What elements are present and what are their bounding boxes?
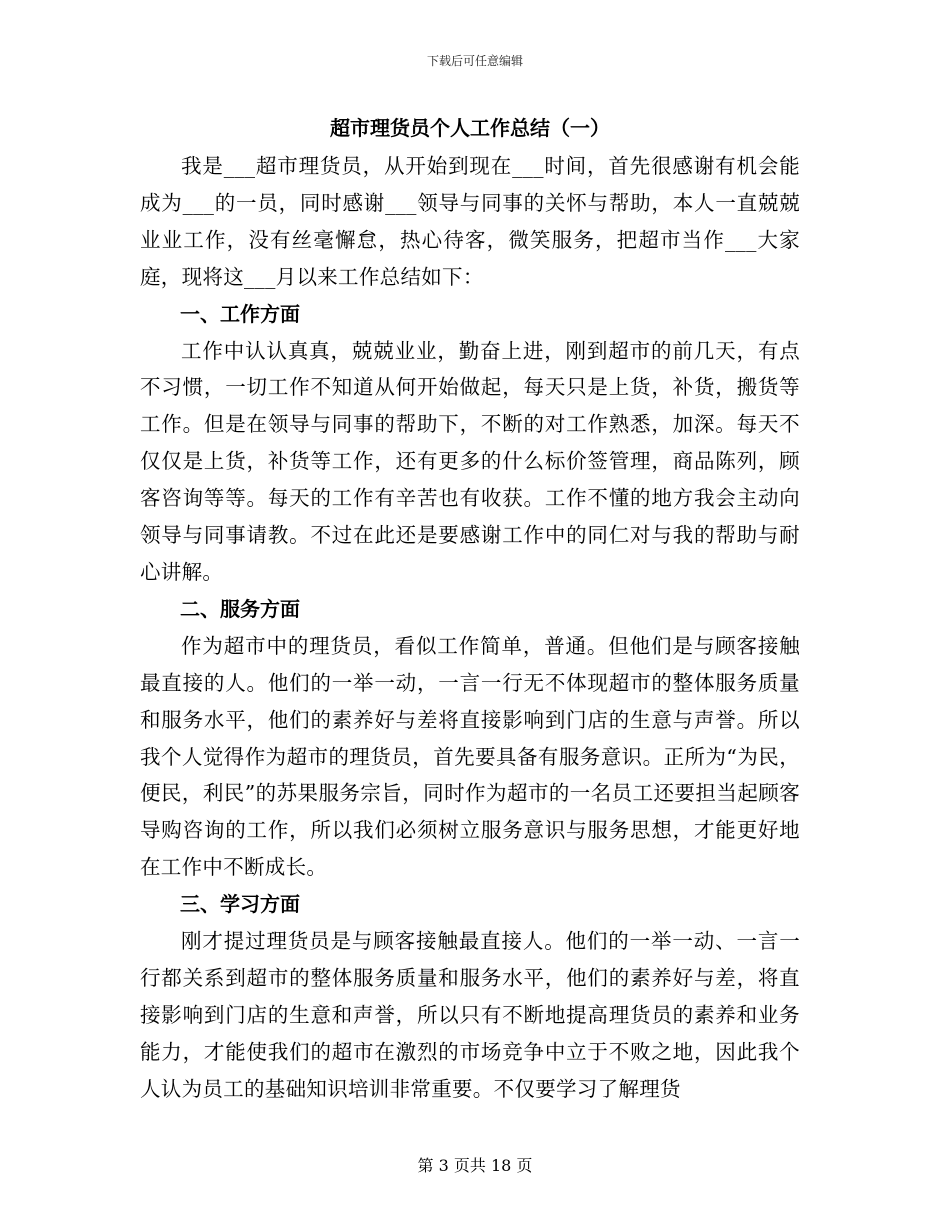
section-body-study: 刚才提过理货员是与顾客接触最直接人。他们的一举一动、一言一行都关系到超市的整体服务质量和服务水平，他们的素养好与差，将直接影响到门店的生意和声誉，所以只有不断地提高理货员的素养和业务能力，才能使我们的超市在激烈的市场竞争中立于不败之地，因此我个人认为员工的基础知识培训非常重要。不仅要学习了解理货 bbox=[140, 929, 800, 1101]
section-heading-study: 三、学习方面 bbox=[180, 892, 300, 917]
page-number: 第 3 页共 18 页 bbox=[417, 1156, 533, 1175]
intro-paragraph: 我是___超市理货员，从开始到现在___时间，首先很感谢有机会能成为___的一员，同时感谢___领导与同事的关怀与帮助，本人一直兢兢业业工作，没有丝毫懈怠，热心待客，微笑服务，把超市当作___大家庭，现将这___月以来工作总结如下： bbox=[140, 154, 800, 289]
page-header-note: 下载后可任意编辑 bbox=[426, 54, 523, 68]
section-heading-work: 一、工作方面 bbox=[180, 301, 300, 326]
section-heading-service: 二、服务方面 bbox=[180, 596, 300, 621]
document-body bbox=[140, 108, 800, 1108]
section-body-service: 作为超市中的理货员，看似工作简单，普通。但他们是与顾客接触最直接的人。他们的一举一动，一言一行无不体现超市的整体服务质量和服务水平，他们的素养好与差将直接影响到门店的生意与声誉。所以我个人觉得作为超市的理货员，首先要具备有服务意识。正所为“为民，便民，利民”的苏果服务宗旨，同时作为超市的一名员工还要担当起顾客导购咨询的工作，所以我们必须树立服务意识与服务思想，才能更好地在工作中不断成长。 bbox=[140, 633, 800, 880]
document-title: 超市理货员个人工作总结（一） bbox=[330, 116, 610, 140]
section-body-work: 工作中认认真真，兢兢业业，勤奋上进，刚到超市的前几天，有点不习惯，一切工作不知道从何开始做起，每天只是上货，补货，搬货等工作。但是在领导与同事的帮助下，不断的对工作熟悉，加深。每天不仅仅是上货，补货等工作，还有更多的什么标价签管理，商品陈列，顾客咨询等等。每天的工作有辛苦也有收获。工作不懂的地方我会主动向领导与同事请教。不过在此还是要感谢工作中的同仁对与我的帮助与耐心讲解。 bbox=[140, 338, 800, 584]
